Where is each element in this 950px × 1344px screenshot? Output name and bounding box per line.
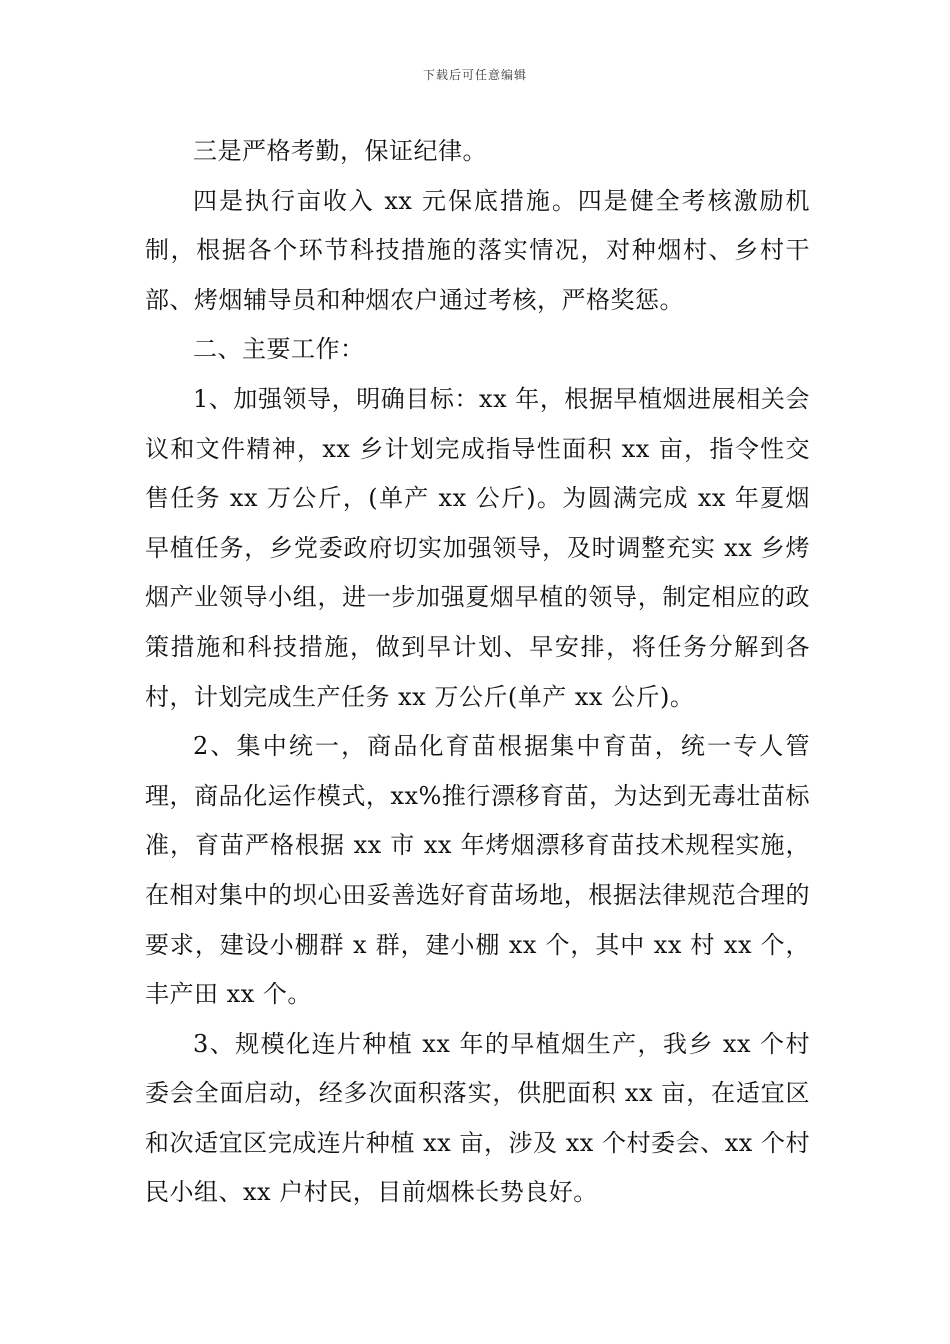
paragraph-leadership-goals: 1、加强领导，明确目标：xx 年，根据早植烟进展相关会议和文件精神，xx 乡计划完成指导性面积 xx 亩，指令性交售任务 xx 万公斤，(单产 xx 公斤)。为圆满完成 xx 年夏烟早植任务，乡党委政府切实加强领导，及时调整充实 xx 乡烤烟产业领导小组，进一步加强夏烟早植的领导，制定相应的政策措施和科技措施，做到早计划、早安排，将任务分解到各村，计划完成生产任务 xx 万公斤(单产 xx 公斤)。 <box>145 384 810 711</box>
paragraph-guarantee-measures: 四是执行亩收入 xx 元保底措施。四是健全考核激励机制，根据各个环节科技措施的落实情况，对种烟村、乡村干部、烤烟辅导员和种烟农户通过考核，严格奖惩。 <box>145 186 810 314</box>
section-heading-main-work: 二、主要工作： <box>193 335 365 364</box>
paragraph-contiguous-planting: 3、规模化连片种植 xx 年的早植烟生产，我乡 xx 个村委会全面启动，经多次面积落实，供肥面积 xx 亩，在适宜区和次适宜区完成连片种植 xx 亩，涉及 xx 个村委会、xx 个村民小组、xx 户村民，目前烟株长势良好。 <box>145 1029 810 1207</box>
paragraph-seedling-cultivation: 2、集中统一，商品化育苗根据集中育苗，统一专人管理，商品化运作模式，xx%推行漂移育苗，为达到无毒壮苗标准，育苗严格根据 xx 市 xx 年烤烟漂移育苗技术规程实施，在相对集中的坝心田妥善选好育苗场地，根据法律规范合理的要求，建设小棚群 x 群，建小棚 xx 个，其中 xx 村 xx 个，丰产田 xx 个。 <box>145 732 810 1009</box>
document-body <box>145 127 810 1218</box>
page-header: 下载后可任意编辑 <box>422 68 527 82</box>
paragraph-discipline: 三是严格考勤，保证纪律。 <box>193 137 487 165</box>
